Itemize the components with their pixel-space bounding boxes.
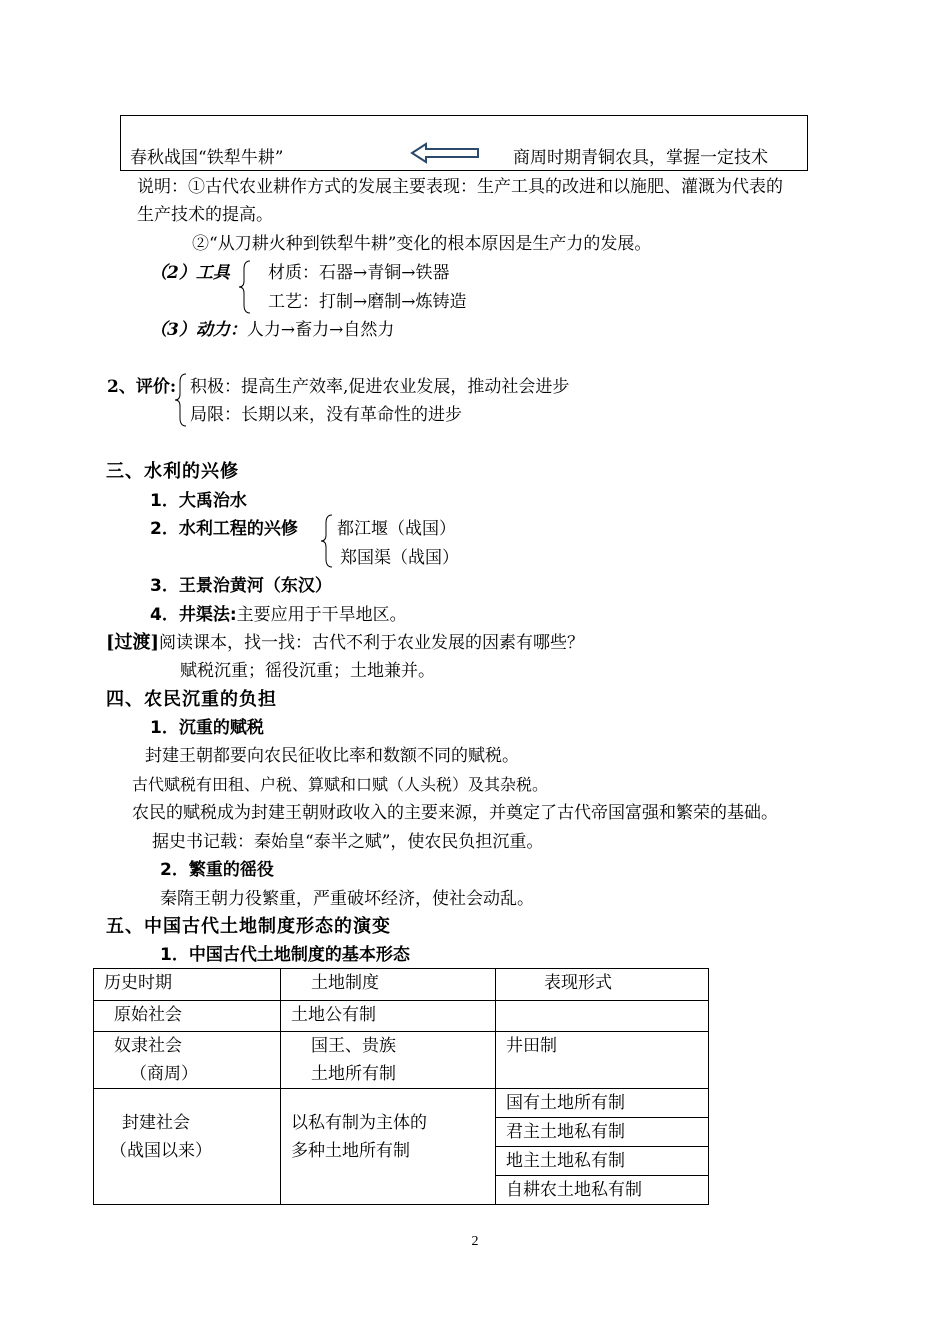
section4-p1: 封建王朝都要向农民征收比率和数额不同的赋税。 <box>145 746 519 766</box>
note-line-1: 说明：①古代农业耕作方式的发展主要表现：生产工具的改进和以施肥、灌溉为代表的 <box>137 177 783 197</box>
power-line <box>150 319 394 341</box>
form-monarch-private: 君主土地私有制 <box>496 1118 708 1147</box>
section4-sub1: 1．沉重的赋税 <box>150 718 264 738</box>
row3-forms <box>496 1089 709 1205</box>
row2-period-1: 奴隶社会 <box>114 1036 182 1056</box>
row3-period <box>94 1089 281 1205</box>
row2-system <box>281 1032 496 1089</box>
section5-sub1: 1．中国古代土地制度的基本形态 <box>160 945 410 965</box>
form-landlord-private: 地主土地私有制 <box>496 1147 708 1176</box>
section4-p3: 农民的赋税成为封建王朝财政收入的主要来源，并奠定了古代帝国富强和繁荣的基础。 <box>132 803 778 823</box>
section4-p5: 秦隋王朝力役繁重，严重破坏经济，使社会动乱。 <box>160 889 534 909</box>
power-label: （3）动力： <box>150 320 247 340</box>
note-line-2: 生产技术的提高。 <box>137 205 273 225</box>
tools-craft: 工艺：打制→磨制→炼铸造 <box>268 292 467 312</box>
section5-title: 五、中国古代土地制度形态的演变 <box>106 916 391 937</box>
header-form: 表现形式 <box>496 969 709 1001</box>
header-system: 土地制度 <box>281 969 496 1001</box>
row3-system-1: 以私有制为主体的 <box>291 1113 427 1133</box>
evaluation-brace <box>174 372 188 428</box>
evaluation-limit: 局限：长期以来，没有革命性的进步 <box>190 405 462 425</box>
section3-item2: 2．水利工程的兴修 <box>150 519 298 539</box>
row3-period-1: 封建社会 <box>122 1113 190 1133</box>
transition-question: 阅读课本，找一找：古代不利于农业发展的因素有哪些？ <box>159 633 585 653</box>
section3-item3: 3．王景治黄河（东汉） <box>150 576 332 596</box>
item4-text: 主要应用于干旱地区。 <box>236 605 407 625</box>
evaluation-positive: 积极：提高生产效率,促进农业发展，推动社会进步 <box>190 377 570 397</box>
row3-system <box>281 1089 496 1205</box>
form-peasant-private: 自耕农土地私有制 <box>506 1180 642 1200</box>
transition-line <box>106 632 584 654</box>
waterworks-dujiangyan: 都江堰（战国） <box>337 519 456 539</box>
section3-title: 三、水利的兴修 <box>106 461 239 482</box>
section4-title: 四、农民沉重的负担 <box>106 689 277 710</box>
box-right-text: 商周时期青铜农具，掌握一定技术 <box>513 148 768 168</box>
tools-brace <box>238 259 252 315</box>
row2-system-2: 土地所有制 <box>311 1064 396 1084</box>
row1-form <box>496 1001 709 1032</box>
section3-item4 <box>150 604 407 626</box>
row1-system: 土地公有制 <box>281 1001 496 1032</box>
section4-p2: 古代赋税有田租、户税、算赋和口赋（人头税）及其杂税。 <box>132 775 549 794</box>
row3-period-2: （战国以来） <box>110 1141 212 1161</box>
table-row <box>94 1089 709 1205</box>
note-line-3: ②“从刀耕火种到铁犁牛耕”变化的根本原因是生产力的发展。 <box>192 234 652 254</box>
transition-answer: 赋税沉重；徭役沉重；土地兼并。 <box>180 661 435 681</box>
transition-label: [过渡] <box>106 632 160 653</box>
tools-label: （2）工具 <box>150 263 230 283</box>
table-row <box>94 1032 709 1089</box>
row2-system-1: 国王、贵族 <box>311 1036 396 1056</box>
evaluation-label: 2、评价: <box>107 377 177 397</box>
land-system-table <box>93 968 709 1205</box>
section4-p4: 据史书记载：秦始皇“泰半之赋”，使农民负担沉重。 <box>152 832 544 852</box>
tools-material: 材质：石器→青铜→铁器 <box>268 263 450 283</box>
table-header-row <box>94 969 709 1001</box>
row2-form: 井田制 <box>496 1032 709 1089</box>
form-state-owned: 国有土地所有制 <box>496 1089 708 1118</box>
table-row <box>94 1001 709 1032</box>
waterworks-zhengguoqu: 郑国渠（战国） <box>340 548 459 568</box>
row1-period: 原始社会 <box>94 1001 281 1032</box>
row2-period <box>94 1032 281 1089</box>
page-number: 2 <box>471 1234 479 1249</box>
header-period: 历史时期 <box>94 969 281 1001</box>
row3-system-2: 多种土地所有制 <box>291 1141 410 1161</box>
waterworks-brace <box>320 513 334 569</box>
left-arrow-icon <box>410 142 482 164</box>
item4-label: 4．井渠法: <box>150 605 237 625</box>
box-left-text: 春秋战国“铁犁牛耕” <box>130 148 284 168</box>
section4-sub2: 2．繁重的徭役 <box>160 860 274 880</box>
power-text: 人力→畜力→自然力 <box>246 320 395 340</box>
row2-period-2: （商周） <box>130 1064 198 1084</box>
section3-item1: 1．大禹治水 <box>150 491 247 511</box>
